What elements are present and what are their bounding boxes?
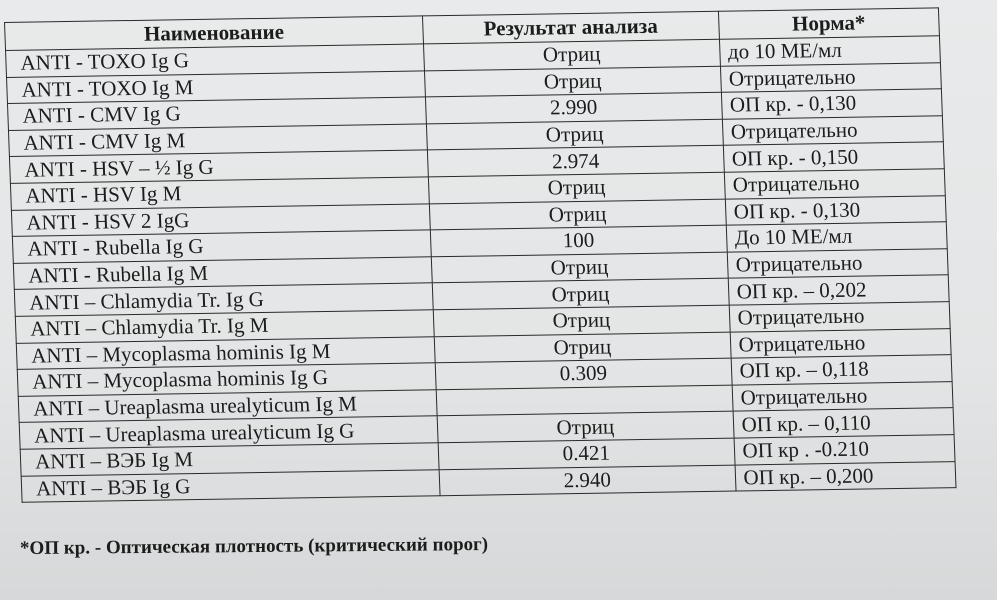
cell-result: 0.421 — [438, 438, 735, 469]
cell-result: 2.974 — [427, 146, 724, 177]
cell-result: Отриц — [428, 172, 725, 203]
cell-result: 2.990 — [425, 92, 722, 123]
cell-name: ANTI - CMV Ig M — [8, 124, 427, 157]
cell-norm: Отрицательно — [727, 248, 948, 278]
cell-name: ANTI – ВЭБ Ig M — [20, 443, 439, 476]
cell-name: ANTI - CMV Ig G — [7, 97, 426, 130]
cell-result: Отриц — [426, 119, 723, 150]
cell-norm: ОП кр. - 0,130 — [721, 89, 942, 119]
cell-name: ANTI - Rubella Ig M — [13, 257, 432, 290]
cell-result: Отриц — [437, 411, 734, 442]
cell-norm: ОП кр . -0.210 — [734, 435, 955, 465]
footnote: *ОП кр. - Оптическая плотность (критический порог) — [19, 533, 489, 560]
results-table-container — [4, 7, 957, 503]
cell-result: Отриц — [429, 199, 726, 230]
cell-name: ANTI – Chlamydia Tr. Ig M — [15, 310, 434, 343]
cell-name: ANTI - Rubella Ig G — [12, 230, 431, 263]
table-body — [6, 36, 956, 503]
cell-norm: до 10 МЕ/мл — [719, 36, 940, 66]
cell-result: Отриц — [424, 66, 721, 97]
cell-name: ANTI – Chlamydia Tr. Ig G — [14, 283, 433, 316]
cell-result: Отриц — [432, 279, 729, 310]
cell-name: ANTI – ВЭБ Ig G — [21, 469, 440, 502]
cell-norm: ОП кр. – 0,200 — [735, 461, 956, 491]
cell-name: ANTI – Ureaplasma urealyticum Ig G — [19, 416, 438, 449]
cell-result: Отриц — [433, 305, 730, 336]
header-name: Наименование — [5, 16, 424, 51]
header-result: Результат анализа — [422, 11, 719, 44]
cell-norm: Отрицательно — [722, 116, 943, 146]
cell-norm: ОП кр. – 0,110 — [733, 408, 954, 438]
cell-name: ANTI – Mycoplasma hominis Ig M — [16, 336, 435, 369]
cell-result: 100 — [430, 225, 727, 256]
cell-norm: Отрицательно — [724, 169, 945, 199]
results-table — [4, 7, 957, 503]
cell-name: ANTI – Mycoplasma hominis Ig G — [17, 363, 436, 396]
cell-norm: Отрицательно — [730, 328, 951, 358]
cell-result: Отриц — [431, 252, 728, 283]
cell-name: ANTI – Ureaplasma urealyticum Ig M — [18, 389, 437, 422]
cell-norm: Отрицательно — [720, 62, 941, 92]
cell-name: ANTI - TOXO Ig M — [7, 70, 426, 103]
cell-norm: ОП кр. - 0,150 — [723, 142, 944, 172]
cell-norm: До 10 МЕ/мл — [726, 222, 947, 252]
cell-result: Отриц — [434, 332, 731, 363]
cell-name: ANTI - HSV 2 IgG — [11, 203, 430, 236]
cell-norm: ОП кр. - 0,130 — [725, 195, 946, 225]
cell-name: ANTI - TOXO Ig G — [6, 44, 425, 77]
cell-name: ANTI - HSV – ½ Ig G — [9, 150, 428, 183]
cell-result: 2.940 — [439, 465, 736, 496]
header-norm: Норма* — [718, 8, 939, 39]
cell-norm: ОП кр. – 0,202 — [728, 275, 949, 305]
cell-norm: ОП кр. – 0,118 — [731, 355, 952, 385]
cell-name: ANTI - HSV Ig M — [10, 177, 429, 210]
cell-norm: Отрицательно — [729, 302, 950, 332]
cell-norm: Отрицательно — [732, 381, 953, 411]
cell-result: 0.309 — [435, 358, 732, 389]
cell-result: Отриц — [423, 39, 720, 70]
